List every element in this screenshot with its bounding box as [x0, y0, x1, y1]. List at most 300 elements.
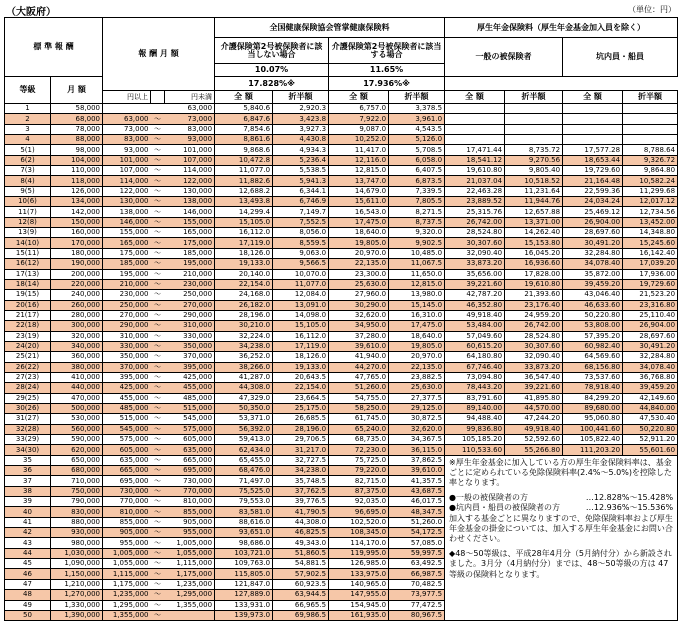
lower-bound-cell: 195,000: [103, 269, 151, 279]
monthly-amount-cell: 1,270,000: [51, 590, 103, 600]
table-row: [5, 238, 678, 248]
grade-cell: 44: [5, 548, 51, 558]
full-amount-header: 全 額: [215, 91, 273, 104]
half-amount-header: 折半額: [623, 91, 678, 104]
range-separator: ～: [151, 259, 165, 269]
grade-cell: 9(5): [5, 186, 51, 196]
upper-bound-cell: 290,000: [165, 310, 215, 320]
upper-bound-cell: 810,000: [165, 497, 215, 507]
table-row: [5, 248, 678, 258]
upper-bound-cell: 855,000: [165, 507, 215, 517]
range-separator: ～: [151, 497, 165, 507]
monthly-amount-cell: 1,330,000: [51, 600, 103, 610]
pension-general-half-cell: 11,231.64: [505, 186, 563, 196]
health-half-cell: 17,119.0: [273, 341, 329, 351]
pension-miner-full-cell: 39,459.20: [563, 279, 623, 289]
health-care-full-cell: 75,725.0: [329, 455, 389, 465]
pension-general-full-cell: 35,656.00: [445, 269, 505, 279]
range-separator: ～: [151, 590, 165, 600]
health-care-half-cell: 9,902.5: [389, 238, 445, 248]
health-care-half-cell: 30,872.5: [389, 414, 445, 424]
health-care-half-cell: 13,980.0: [389, 290, 445, 300]
grade-cell: 48: [5, 590, 51, 600]
pension-miner-half-cell: 55,601.60: [623, 445, 678, 455]
grade-cell: 19(15): [5, 290, 51, 300]
pension-miner-full-cell: 60,982.40: [563, 341, 623, 351]
health-full-cell: 20,140.0: [215, 269, 273, 279]
health-full-cell: 17,119.0: [215, 238, 273, 248]
table-row: [5, 290, 678, 300]
pension-miner-half-cell: 12,734.56: [623, 207, 678, 217]
health-full-cell: 18,126.0: [215, 248, 273, 258]
health-half-cell: 6,344.1: [273, 186, 329, 196]
half-amount-header: 折半額: [505, 91, 563, 104]
upper-bound-cell: 730,000: [165, 476, 215, 486]
health-full-cell: 30,210.0: [215, 321, 273, 331]
monthly-amount-cell: 750,000: [51, 486, 103, 496]
upper-bound-cell: 107,000: [165, 155, 215, 165]
health-full-cell: 62,434.0: [215, 445, 273, 455]
monthly-amount-cell: 380,000: [51, 362, 103, 372]
range-separator: ～: [151, 176, 165, 186]
monthly-amount-cell: 320,000: [51, 331, 103, 341]
pension-general-half-cell: 32,090.40: [505, 352, 563, 362]
range-separator: ～: [151, 466, 165, 476]
pension-miner-full-cell: 43,046.40: [563, 290, 623, 300]
range-separator: ～: [151, 393, 165, 403]
monthly-amount-cell: 340,000: [51, 341, 103, 351]
range-separator: ～: [151, 124, 165, 134]
monthly-amount-cell: 1,390,000: [51, 610, 103, 620]
pension-miner-full-cell: 89,680.00: [563, 403, 623, 413]
pension-general-full-cell: 57,049.60: [445, 331, 505, 341]
lower-bound-cell: 515,000: [103, 414, 151, 424]
upper-bound-cell: [165, 610, 215, 620]
pension-general-full-cell: 83,791.60: [445, 393, 505, 403]
monthly-amount-cell: 170,000: [51, 238, 103, 248]
health-half-cell: 34,238.0: [273, 466, 329, 476]
health-care-half-cell: 43,687.5: [389, 486, 445, 496]
monthly-amount-cell: 160,000: [51, 228, 103, 238]
lower-bound-cell: 1,175,000: [103, 579, 151, 589]
upper-bound-cell: 93,000: [165, 135, 215, 145]
remuneration-month-header: 報 酬 月 額: [103, 18, 215, 91]
pension-miner-full-cell: 57,395.20: [563, 331, 623, 341]
health-care-half-cell: 6,407.5: [389, 166, 445, 176]
health-care-full-cell: 47,765.0: [329, 372, 389, 382]
pension-general-full-cell: [445, 135, 505, 145]
health-care-half-cell: 18,640.0: [389, 331, 445, 341]
pension-miner-half-cell: [623, 104, 678, 114]
pension-miner-half-cell: [623, 135, 678, 145]
health-care-half-cell: 70,482.5: [389, 579, 445, 589]
lower-bound-cell: 138,000: [103, 207, 151, 217]
table-row: [5, 104, 678, 114]
upper-bound-cell: 395,000: [165, 362, 215, 372]
lower-bound-cell: 770,000: [103, 497, 151, 507]
health-full-cell: 71,497.0: [215, 476, 273, 486]
pension-general-full-cell: [445, 104, 505, 114]
monthly-amount-cell: 142,000: [51, 207, 103, 217]
table-row: [5, 383, 678, 393]
pension-general-half-cell: [505, 114, 563, 124]
health-full-cell: 56,392.0: [215, 424, 273, 434]
health-full-cell: 28,196.0: [215, 310, 273, 320]
health-care-half-cell: 80,967.5: [389, 610, 445, 620]
range-separator: ～: [151, 579, 165, 589]
pension-miner-full-cell: 46,633.60: [563, 300, 623, 310]
table-row: [5, 435, 678, 445]
upper-bound-cell: 1,355,000: [165, 600, 215, 610]
pension-miner-half-cell: 32,284.80: [623, 352, 678, 362]
health-full-cell: 11,077.0: [215, 166, 273, 176]
range-separator: ～: [151, 517, 165, 527]
health-half-cell: 9,063.0: [273, 248, 329, 258]
upper-bound-cell: 1,055,000: [165, 548, 215, 558]
upper-bound-cell: 185,000: [165, 248, 215, 258]
prefecture-label: （大阪府）: [6, 7, 56, 18]
health-care-half-cell: 17,475.0: [389, 321, 445, 331]
health-full-cell: 93,651.0: [215, 528, 273, 538]
health-full-cell: 14,299.4: [215, 207, 273, 217]
miner-rate-note: [449, 503, 673, 513]
pension-miner-full-cell: 95,060.80: [563, 414, 623, 424]
health-half-cell: 31,217.0: [273, 445, 329, 455]
health-care-full-cell: 22,135.0: [329, 259, 389, 269]
monthly-amount-cell: 590,000: [51, 435, 103, 445]
range-separator: ～: [151, 455, 165, 465]
upper-bound-cell: 155,000: [165, 217, 215, 227]
grade-cell: 23(19): [5, 331, 51, 341]
lower-bound-cell: 605,000: [103, 445, 151, 455]
lower-bound-cell: 395,000: [103, 372, 151, 382]
pension-general-half-cell: 28,524.80: [505, 331, 563, 341]
health-full-cell: 32,224.0: [215, 331, 273, 341]
pension-general-half-cell: 15,153.80: [505, 238, 563, 248]
grade-cell: 47: [5, 579, 51, 589]
monthly-amount-cell: 1,030,000: [51, 548, 103, 558]
health-full-cell: 19,133.0: [215, 259, 273, 269]
health-care-full-cell: 12,116.0: [329, 155, 389, 165]
pension-miner-half-cell: 8,788.64: [623, 145, 678, 155]
grade-cell: 2: [5, 114, 51, 124]
health-care-full-cell: 15,611.0: [329, 197, 389, 207]
grade-cell: 15(11): [5, 248, 51, 258]
health-care-full-cell: 6,757.0: [329, 104, 389, 114]
health-full-cell: 59,413.0: [215, 435, 273, 445]
table-row: [5, 352, 678, 362]
health-half-cell: 5,538.5: [273, 166, 329, 176]
table-row: [5, 300, 678, 310]
grade-cell: 10(6): [5, 197, 51, 207]
health-half-cell: 57,902.5: [273, 569, 329, 579]
pension-general-full-cell: 46,352.80: [445, 300, 505, 310]
pension-miner-half-cell: 25,110.40: [623, 310, 678, 320]
lower-bound-cell: 270,000: [103, 310, 151, 320]
grade-cell: 6(2): [5, 155, 51, 165]
fund-note: ※厚生年金基金に加入している方の厚生年金保険料率は、基金ごとに定められている免除保険料率(2.4%～5.0%)を控除した率となります。: [449, 457, 672, 488]
health-full-cell: 79,553.0: [215, 497, 273, 507]
health-care-half-cell: 12,815.0: [389, 279, 445, 289]
table-row: [5, 114, 678, 124]
monthly-amount-cell: 78,000: [51, 124, 103, 134]
grade-cell: 22(18): [5, 321, 51, 331]
health-care-half-cell: 5,708.5: [389, 145, 445, 155]
range-separator: ～: [151, 217, 165, 227]
pension-general-full-cell: 33,873.20: [445, 259, 505, 269]
pension-general-half-cell: 55,266.80: [505, 445, 563, 455]
lower-bound-cell: 107,000: [103, 166, 151, 176]
monthly-amount-cell: 300,000: [51, 321, 103, 331]
range-separator: ～: [151, 290, 165, 300]
health-care-half-cell: 77,472.5: [389, 600, 445, 610]
upper-bound-cell: 230,000: [165, 279, 215, 289]
health-care-full-cell: 82,715.0: [329, 476, 389, 486]
health-care-full-cell: 154,945.0: [329, 600, 389, 610]
pension-general-full-cell: 17,471.44: [445, 145, 505, 155]
health-full-cell: 75,525.0: [215, 486, 273, 496]
grade-cell: 17(13): [5, 269, 51, 279]
full-amount-header: 全 額: [329, 91, 389, 104]
health-full-cell: 7,854.6: [215, 124, 273, 134]
health-half-cell: 54,881.5: [273, 559, 329, 569]
lower-bound-cell: 905,000: [103, 528, 151, 538]
health-care-half-cell: 4,543.5: [389, 124, 445, 134]
table-row: [5, 186, 678, 196]
upper-bound-cell: 310,000: [165, 321, 215, 331]
lower-bound-cell: 1,295,000: [103, 600, 151, 610]
range-separator: ～: [151, 445, 165, 455]
pension-general-full-cell: 19,610.80: [445, 166, 505, 176]
lower-bound-cell: 350,000: [103, 352, 151, 362]
pension-miner-full-cell: 35,872.00: [563, 269, 623, 279]
health-full-cell: 44,308.0: [215, 383, 273, 393]
pension-miner-half-cell: 9,864.80: [623, 166, 678, 176]
monthly-amount-cell: 620,000: [51, 445, 103, 455]
pension-general-half-cell: 36,547.40: [505, 372, 563, 382]
grade-cell: 8(4): [5, 176, 51, 186]
grade-cell: 37: [5, 476, 51, 486]
health-half-cell: 4,934.3: [273, 145, 329, 155]
monthly-amount-cell: 980,000: [51, 538, 103, 548]
health-full-cell: 34,238.0: [215, 341, 273, 351]
monthly-amount-cell: 260,000: [51, 300, 103, 310]
pension-miner-half-cell: 30,491.20: [623, 341, 678, 351]
range-separator: ～: [151, 362, 165, 372]
health-care-full-cell: 20,970.0: [329, 248, 389, 258]
lower-bound-cell: 330,000: [103, 341, 151, 351]
pension-miner-half-cell: 47,530.40: [623, 414, 678, 424]
lower-bound-cell: 122,000: [103, 186, 151, 196]
pension-miner-half-cell: 39,459.20: [623, 383, 678, 393]
health-care-full-cell: 61,745.0: [329, 414, 389, 424]
range-separator: ～: [151, 403, 165, 413]
pension-miner-half-cell: 11,299.68: [623, 186, 678, 196]
grade-cell: 27(23): [5, 372, 51, 382]
health-care-half-cell: 27,377.5: [389, 393, 445, 403]
lower-bound-cell: 455,000: [103, 393, 151, 403]
range-separator: ～: [151, 207, 165, 217]
grade-cell: 26(22): [5, 362, 51, 372]
monthly-amount-cell: 68,000: [51, 114, 103, 124]
pension-general-full-cell: 28,524.80: [445, 228, 505, 238]
monthly-amount-cell: 500,000: [51, 403, 103, 413]
health-care-full-cell: 34,950.0: [329, 321, 389, 331]
health-full-cell: 65,455.0: [215, 455, 273, 465]
health-care-half-cell: 66,987.5: [389, 569, 445, 579]
pension-miner-half-cell: 21,523.20: [623, 290, 678, 300]
upper-bound-cell: 485,000: [165, 393, 215, 403]
grade-cell: 3: [5, 124, 51, 134]
monthly-amount-cell: 220,000: [51, 279, 103, 289]
table-row: [5, 455, 678, 465]
pension-miner-half-cell: 14,348.80: [623, 228, 678, 238]
upper-bound-cell: 1,175,000: [165, 569, 215, 579]
health-full-cell: 41,287.0: [215, 372, 273, 382]
health-half-cell: 32,727.5: [273, 455, 329, 465]
pension-general-half-cell: 9,805.40: [505, 166, 563, 176]
health-care-full-cell: 161,935.0: [329, 610, 389, 620]
half-amount-header: 折半額: [389, 91, 445, 104]
health-half-cell: 3,927.3: [273, 124, 329, 134]
monthly-amount-cell: 680,000: [51, 466, 103, 476]
health-care-full-cell: 79,220.0: [329, 466, 389, 476]
lower-bound-cell: 545,000: [103, 424, 151, 434]
upper-bound-cell: 695,000: [165, 466, 215, 476]
pension-miner-half-cell: 10,582.24: [623, 176, 678, 186]
monthly-amount-cell: 360,000: [51, 352, 103, 362]
health-care-half-cell: 46,017.5: [389, 497, 445, 507]
health-half-cell: 37,762.5: [273, 486, 329, 496]
general-rate-note: [449, 493, 673, 503]
health-care-full-cell: 65,240.0: [329, 424, 389, 434]
pension-miner-half-cell: 12,017.12: [623, 197, 678, 207]
lower-bound-cell: 101,000: [103, 155, 151, 165]
grade-note: ◆48～50等級は、平成28年4月分（5月納付分）から新設されました。3月分（4月納付分）までは、48～50等級の方は 47等級の保険料となります。: [449, 548, 672, 579]
table-row: [5, 124, 678, 134]
health-care-half-cell: 16,310.0: [389, 310, 445, 320]
health-care-full-cell: 68,735.0: [329, 435, 389, 445]
health-care-half-cell: 11,650.0: [389, 269, 445, 279]
monthly-amount-cell: 710,000: [51, 476, 103, 486]
pension-miner-half-cell: 23,316.80: [623, 300, 678, 310]
pension-miner-full-cell: 17,577.28: [563, 145, 623, 155]
health-full-cell: 12,688.2: [215, 186, 273, 196]
pension-miner-half-cell: 19,729.60: [623, 279, 678, 289]
table-row: [5, 393, 678, 403]
upper-bound-cell: 146,000: [165, 207, 215, 217]
health-care-half-cell: 29,125.0: [389, 403, 445, 413]
lower-bound-cell: 855,000: [103, 517, 151, 527]
health-care-half-cell: 9,320.0: [389, 228, 445, 238]
health-full-cell: 36,252.0: [215, 352, 273, 362]
grade-cell: 4: [5, 135, 51, 145]
lower-bound-cell: 370,000: [103, 362, 151, 372]
upper-bound-cell: 515,000: [165, 403, 215, 413]
health-care-full-cell: 44,270.0: [329, 362, 389, 372]
health-half-cell: 60,923.5: [273, 579, 329, 589]
full-amount-header: 全 額: [563, 91, 623, 104]
health-half-cell: 3,423.8: [273, 114, 329, 124]
health-care-half-cell: 15,145.0: [389, 300, 445, 310]
lower-bound-cell: 575,000: [103, 435, 151, 445]
lower-bound-cell: 155,000: [103, 228, 151, 238]
health-care-half-cell: 73,977.5: [389, 590, 445, 600]
table-row: [5, 166, 678, 176]
health-care-half-cell: 6,873.5: [389, 176, 445, 186]
pension-general-half-cell: 30,307.60: [505, 341, 563, 351]
health-care-full-cell: 25,630.0: [329, 279, 389, 289]
notes-panel: [445, 455, 678, 621]
pension-general-full-cell: 67,746.40: [445, 362, 505, 372]
health-half-cell: 22,154.0: [273, 383, 329, 393]
pension-miner-half-cell: 34,078.40: [623, 362, 678, 372]
pension-miner-half-cell: 17,936.00: [623, 269, 678, 279]
pension-general-half-cell: 41,895.80: [505, 393, 563, 403]
lower-bound-cell: [103, 104, 151, 114]
pension-miner-half-cell: 15,245.60: [623, 238, 678, 248]
health-full-cell: 50,350.0: [215, 403, 273, 413]
health-care-full-cell: 9,087.0: [329, 124, 389, 134]
health-care-full-cell: 92,035.0: [329, 497, 389, 507]
health-full-cell: 24,168.0: [215, 290, 273, 300]
health-care-half-cell: 8,271.5: [389, 207, 445, 217]
upper-bound-header: 円未満: [165, 91, 215, 104]
pension-general-half-cell: [505, 104, 563, 114]
health-full-cell: 109,763.0: [215, 559, 273, 569]
upper-bound-cell: 195,000: [165, 259, 215, 269]
upper-bound-cell: 350,000: [165, 341, 215, 351]
lower-bound-header: 円以上: [103, 91, 151, 104]
health-care-full-cell: 114,170.0: [329, 538, 389, 548]
health-half-cell: 41,790.5: [273, 507, 329, 517]
pension-miner-half-cell: 28,697.60: [623, 331, 678, 341]
pension-miner-full-cell: 22,599.36: [563, 186, 623, 196]
pension-miner-half-cell: 17,039.20: [623, 259, 678, 269]
monthly-amount-cell: 790,000: [51, 497, 103, 507]
lower-bound-cell: 1,355,000: [103, 610, 151, 620]
grade-cell: 11(7): [5, 207, 51, 217]
grade-cell: 16(12): [5, 259, 51, 269]
health-half-cell: 26,685.5: [273, 414, 329, 424]
health-half-cell: 6,746.9: [273, 197, 329, 207]
lower-bound-cell: 1,005,000: [103, 548, 151, 558]
pension-general-full-cell: 25,315.76: [445, 207, 505, 217]
range-separator: ～: [151, 610, 165, 620]
range-separator: ～: [151, 269, 165, 279]
grade-cell: 49: [5, 600, 51, 610]
health-care-full-cell: 126,985.0: [329, 559, 389, 569]
health-care-full-cell: 17,475.0: [329, 217, 389, 227]
health-half-cell: 23,664.5: [273, 393, 329, 403]
monthly-amount-cell: 88,000: [51, 135, 103, 145]
range-separator: ～: [151, 559, 165, 569]
pension-general-half-cell: 39,221.60: [505, 383, 563, 393]
monthly-amount-cell: 410,000: [51, 372, 103, 382]
pension-miner-full-cell: [563, 114, 623, 124]
health-care-half-cell: 32,620.0: [389, 424, 445, 434]
grade-cell: 45: [5, 559, 51, 569]
table-row: [5, 279, 678, 289]
pension-general-half-cell: [505, 124, 563, 134]
monthly-amount-header: 月 額: [51, 77, 103, 104]
table-row: [5, 321, 678, 331]
pension-general-full-cell: 53,484.00: [445, 321, 505, 331]
health-care-full-cell: 108,345.0: [329, 528, 389, 538]
health-rate-1: 10.07%: [215, 64, 329, 77]
pension-general-full-cell: 64,180.80: [445, 352, 505, 362]
grade-cell: 24(20): [5, 341, 51, 351]
